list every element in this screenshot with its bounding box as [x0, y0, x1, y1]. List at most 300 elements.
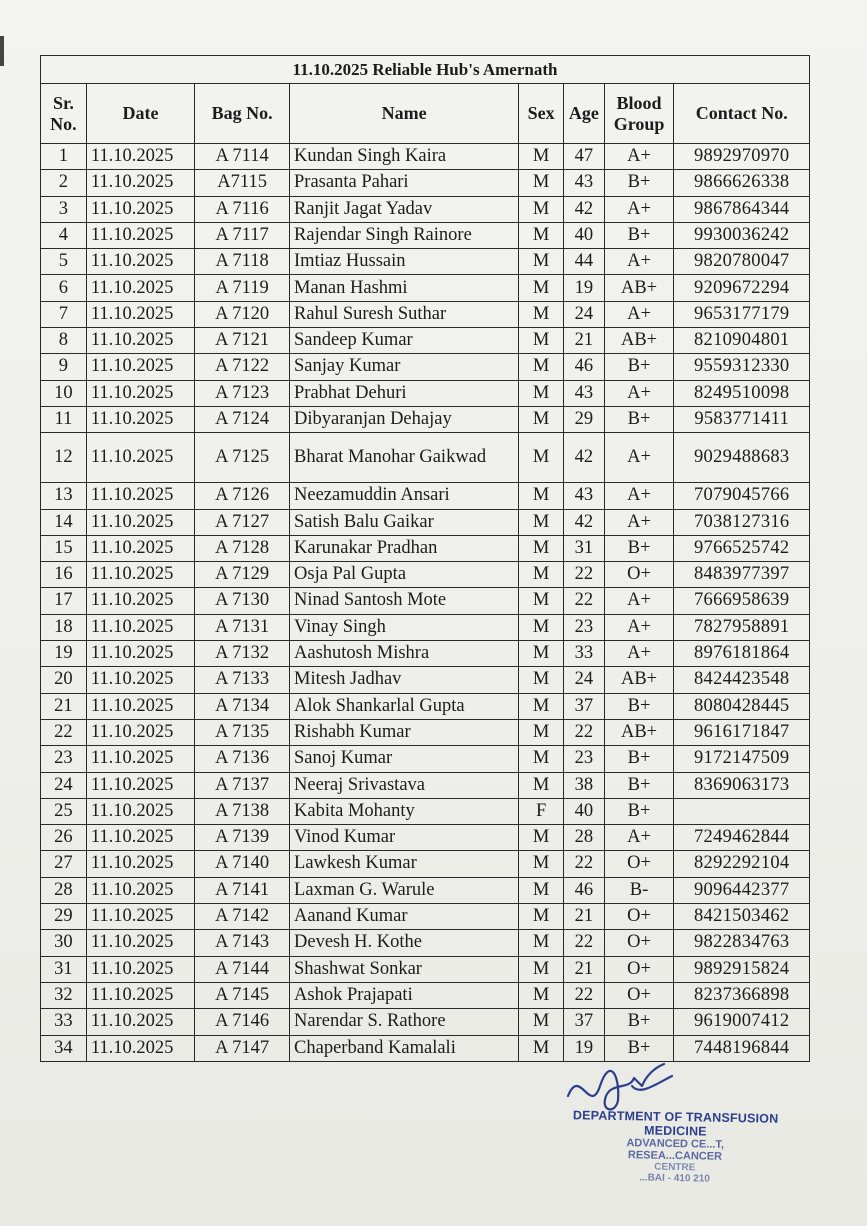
- cell-date: 11.10.2025: [86, 406, 194, 432]
- cell-blood-group: A+: [604, 144, 674, 170]
- cell-age: 22: [564, 719, 605, 745]
- cell-contact-no: 8210904801: [674, 328, 810, 354]
- cell-date: 11.10.2025: [86, 275, 194, 301]
- table-row: [41, 354, 810, 380]
- cell-age: 47: [564, 144, 605, 170]
- cell-contact-no: 7249462844: [674, 825, 810, 851]
- table-row: [41, 982, 810, 1008]
- cell-date: 11.10.2025: [86, 641, 194, 667]
- col-header-age: Age: [564, 84, 605, 144]
- cell-sr-no: 30: [41, 930, 87, 956]
- cell-sex: F: [519, 798, 564, 824]
- cell-sr-no: 17: [41, 588, 87, 614]
- cell-age: 21: [564, 956, 605, 982]
- cell-name: Devesh H. Kothe: [290, 930, 519, 956]
- stamp-line-1: DEPARTMENT OF TRANSFUSION MEDICINE: [572, 1108, 779, 1139]
- table-row: [41, 328, 810, 354]
- cell-sex: M: [519, 982, 564, 1008]
- cell-sex: M: [519, 667, 564, 693]
- col-header-sr: [41, 84, 87, 144]
- cell-sex: M: [519, 535, 564, 561]
- cell-date: 11.10.2025: [86, 483, 194, 509]
- cell-name: Prabhat Dehuri: [290, 380, 519, 406]
- table-row: [41, 509, 810, 535]
- cell-bag-no: A 7127: [195, 509, 290, 535]
- cell-bag-no: A 7125: [195, 433, 290, 483]
- cell-date: 11.10.2025: [86, 956, 194, 982]
- cell-bag-no: A 7124: [195, 406, 290, 432]
- cell-sr-no: 7: [41, 301, 87, 327]
- cell-sr-no: 27: [41, 851, 87, 877]
- cell-contact-no: 7079045766: [674, 483, 810, 509]
- cell-name: Satish Balu Gaikar: [290, 509, 519, 535]
- cell-sex: M: [519, 1009, 564, 1035]
- cell-sr-no: 14: [41, 509, 87, 535]
- cell-bag-no: A 7138: [195, 798, 290, 824]
- cell-blood-group: A+: [604, 614, 674, 640]
- cell-age: 19: [564, 1035, 605, 1061]
- table-row: [41, 588, 810, 614]
- cell-name: Rahul Suresh Suthar: [290, 301, 519, 327]
- cell-name: Prasanta Pahari: [290, 170, 519, 196]
- cell-date: 11.10.2025: [86, 614, 194, 640]
- cell-name: Kabita Mohanty: [290, 798, 519, 824]
- cell-blood-group: B+: [604, 1035, 674, 1061]
- cell-sr-no: 12: [41, 433, 87, 483]
- cell-name: Aanand Kumar: [290, 904, 519, 930]
- stamp-line-5: ...BAI - 410 210: [639, 1172, 710, 1185]
- cell-blood-group: A+: [604, 433, 674, 483]
- cell-sr-no: 20: [41, 667, 87, 693]
- cell-blood-group: B-: [604, 877, 674, 903]
- cell-blood-group: A+: [604, 196, 674, 222]
- col-header-contact: Contact No.: [674, 84, 810, 144]
- cell-sr-no: 19: [41, 641, 87, 667]
- table-row: [41, 746, 810, 772]
- cell-sex: M: [519, 249, 564, 275]
- cell-sr-no: 8: [41, 328, 87, 354]
- cell-date: 11.10.2025: [86, 746, 194, 772]
- cell-date: 11.10.2025: [86, 509, 194, 535]
- cell-sex: M: [519, 614, 564, 640]
- cell-date: 11.10.2025: [86, 798, 194, 824]
- cell-contact-no: 9892970970: [674, 144, 810, 170]
- cell-contact-no: 9822834763: [674, 930, 810, 956]
- cell-sr-no: 16: [41, 562, 87, 588]
- cell-bag-no: A 7139: [195, 825, 290, 851]
- cell-age: 22: [564, 930, 605, 956]
- cell-date: 11.10.2025: [86, 328, 194, 354]
- cell-blood-group: B+: [604, 354, 674, 380]
- table-row: [41, 380, 810, 406]
- cell-date: 11.10.2025: [86, 170, 194, 196]
- cell-sr-no: 25: [41, 798, 87, 824]
- cell-sr-no: 23: [41, 746, 87, 772]
- cell-date: 11.10.2025: [86, 877, 194, 903]
- cell-age: 22: [564, 851, 605, 877]
- table-row: [41, 904, 810, 930]
- cell-date: 11.10.2025: [86, 380, 194, 406]
- cell-date: 11.10.2025: [86, 667, 194, 693]
- table-row: [41, 667, 810, 693]
- cell-blood-group: B+: [604, 222, 674, 248]
- cell-age: 29: [564, 406, 605, 432]
- cell-sex: M: [519, 772, 564, 798]
- table-row: [41, 222, 810, 248]
- cell-date: 11.10.2025: [86, 301, 194, 327]
- cell-date: 11.10.2025: [86, 196, 194, 222]
- cell-age: 42: [564, 433, 605, 483]
- cell-sr-no: 4: [41, 222, 87, 248]
- cell-bag-no: A 7126: [195, 483, 290, 509]
- col-header-blood-line1: Blood: [616, 92, 662, 113]
- table-row: [41, 483, 810, 509]
- table-header-row: [41, 84, 810, 144]
- cell-age: 42: [564, 509, 605, 535]
- table-row: [41, 825, 810, 851]
- cell-age: 43: [564, 380, 605, 406]
- cell-bag-no: A 7133: [195, 667, 290, 693]
- table-row: [41, 170, 810, 196]
- table-row: [41, 772, 810, 798]
- cell-age: 33: [564, 641, 605, 667]
- cell-sr-no: 26: [41, 825, 87, 851]
- cell-name: Neezamuddin Ansari: [290, 483, 519, 509]
- table-row: [41, 641, 810, 667]
- paper-edge-mark: [0, 36, 4, 66]
- cell-date: 11.10.2025: [86, 904, 194, 930]
- cell-age: 22: [564, 982, 605, 1008]
- table-row: [41, 249, 810, 275]
- cell-blood-group: O+: [604, 851, 674, 877]
- cell-age: 22: [564, 562, 605, 588]
- cell-age: 42: [564, 196, 605, 222]
- cell-contact-no: 7038127316: [674, 509, 810, 535]
- cell-sr-no: 18: [41, 614, 87, 640]
- cell-sex: M: [519, 641, 564, 667]
- table-row: [41, 614, 810, 640]
- cell-bag-no: A 7121: [195, 328, 290, 354]
- cell-sr-no: 32: [41, 982, 87, 1008]
- cell-blood-group: AB+: [604, 719, 674, 745]
- cell-date: 11.10.2025: [86, 1009, 194, 1035]
- cell-date: 11.10.2025: [86, 588, 194, 614]
- cell-name: Ashok Prajapati: [290, 982, 519, 1008]
- cell-date: 11.10.2025: [86, 930, 194, 956]
- table-row: [41, 693, 810, 719]
- cell-age: 40: [564, 222, 605, 248]
- cell-blood-group: AB+: [604, 667, 674, 693]
- cell-date: 11.10.2025: [86, 144, 194, 170]
- cell-contact-no: 9172147509: [674, 746, 810, 772]
- cell-age: 22: [564, 588, 605, 614]
- cell-age: 19: [564, 275, 605, 301]
- cell-age: 38: [564, 772, 605, 798]
- cell-sr-no: 11: [41, 406, 87, 432]
- cell-contact-no: 9209672294: [674, 275, 810, 301]
- cell-sr-no: 29: [41, 904, 87, 930]
- cell-sex: M: [519, 380, 564, 406]
- cell-sr-no: 1: [41, 144, 87, 170]
- cell-bag-no: A 7118: [195, 249, 290, 275]
- table-row: [41, 144, 810, 170]
- cell-date: 11.10.2025: [86, 535, 194, 561]
- cell-name: Alok Shankarlal Gupta: [290, 693, 519, 719]
- table-row: [41, 877, 810, 903]
- cell-sex: M: [519, 406, 564, 432]
- cell-sr-no: 13: [41, 483, 87, 509]
- cell-blood-group: B+: [604, 746, 674, 772]
- cell-contact-no: 9820780047: [674, 249, 810, 275]
- cell-sr-no: 33: [41, 1009, 87, 1035]
- table-caption: 11.10.2025 Reliable Hub's Amernath: [41, 56, 810, 84]
- col-header-date: Date: [86, 84, 194, 144]
- cell-sex: M: [519, 851, 564, 877]
- cell-name: Chaperband Kamalali: [290, 1035, 519, 1061]
- cell-bag-no: A 7131: [195, 614, 290, 640]
- cell-name: Narendar S. Rathore: [290, 1009, 519, 1035]
- cell-blood-group: B+: [604, 772, 674, 798]
- table-row: [41, 798, 810, 824]
- cell-sr-no: 28: [41, 877, 87, 903]
- cell-age: 40: [564, 798, 605, 824]
- cell-sr-no: 10: [41, 380, 87, 406]
- cell-name: Sanjay Kumar: [290, 354, 519, 380]
- cell-name: Shashwat Sonkar: [290, 956, 519, 982]
- cell-sex: M: [519, 877, 564, 903]
- cell-contact-no: 7448196844: [674, 1035, 810, 1061]
- cell-bag-no: A 7145: [195, 982, 290, 1008]
- cell-bag-no: A 7123: [195, 380, 290, 406]
- cell-sex: M: [519, 693, 564, 719]
- cell-blood-group: B+: [604, 798, 674, 824]
- cell-bag-no: A 7129: [195, 562, 290, 588]
- table-row: [41, 535, 810, 561]
- cell-name: Ranjit Jagat Yadav: [290, 196, 519, 222]
- table-row: [41, 956, 810, 982]
- cell-blood-group: A+: [604, 641, 674, 667]
- cell-blood-group: O+: [604, 956, 674, 982]
- cell-bag-no: A 7142: [195, 904, 290, 930]
- cell-name: Osja Pal Gupta: [290, 562, 519, 588]
- cell-bag-no: A 7128: [195, 535, 290, 561]
- cell-blood-group: O+: [604, 904, 674, 930]
- cell-sex: M: [519, 509, 564, 535]
- cell-name: Dibyaranjan Dehajay: [290, 406, 519, 432]
- cell-sr-no: 6: [41, 275, 87, 301]
- cell-bag-no: A 7130: [195, 588, 290, 614]
- cell-contact-no: 8421503462: [674, 904, 810, 930]
- cell-date: 11.10.2025: [86, 222, 194, 248]
- cell-bag-no: A 7117: [195, 222, 290, 248]
- cell-name: Sandeep Kumar: [290, 328, 519, 354]
- cell-name: Kundan Singh Kaira: [290, 144, 519, 170]
- cell-blood-group: A+: [604, 483, 674, 509]
- cell-sex: M: [519, 588, 564, 614]
- cell-blood-group: O+: [604, 930, 674, 956]
- cell-contact-no: 9892915824: [674, 956, 810, 982]
- cell-contact-no: 9096442377: [674, 877, 810, 903]
- cell-sex: M: [519, 930, 564, 956]
- cell-age: 46: [564, 354, 605, 380]
- cell-bag-no: A 7120: [195, 301, 290, 327]
- cell-contact-no: 8369063173: [674, 772, 810, 798]
- cell-name: Vinod Kumar: [290, 825, 519, 851]
- cell-sex: M: [519, 301, 564, 327]
- table-row: [41, 301, 810, 327]
- col-header-bag: Bag No.: [195, 84, 290, 144]
- cell-bag-no: A 7134: [195, 693, 290, 719]
- cell-bag-no: A 7143: [195, 930, 290, 956]
- col-header-blood-line2: Group: [613, 113, 665, 134]
- cell-sr-no: 3: [41, 196, 87, 222]
- cell-blood-group: A+: [604, 301, 674, 327]
- cell-contact-no: 9559312330: [674, 354, 810, 380]
- col-header-sex: Sex: [519, 84, 564, 144]
- cell-sr-no: 21: [41, 693, 87, 719]
- cell-date: 11.10.2025: [86, 249, 194, 275]
- cell-date: 11.10.2025: [86, 562, 194, 588]
- cell-contact-no: 7827958891: [674, 614, 810, 640]
- cell-blood-group: A+: [604, 825, 674, 851]
- cell-name: Lawkesh Kumar: [290, 851, 519, 877]
- table-row: [41, 562, 810, 588]
- cell-bag-no: A 7136: [195, 746, 290, 772]
- cell-bag-no: A7115: [195, 170, 290, 196]
- table-row: [41, 1009, 810, 1035]
- cell-blood-group: A+: [604, 249, 674, 275]
- cell-name: Imtiaz Hussain: [290, 249, 519, 275]
- col-header-sr-line1: Sr.: [52, 92, 74, 113]
- cell-name: Rajendar Singh Rainore: [290, 222, 519, 248]
- cell-sex: M: [519, 433, 564, 483]
- table-row: [41, 719, 810, 745]
- cell-contact-no: 9653177179: [674, 301, 810, 327]
- cell-name: Karunakar Pradhan: [290, 535, 519, 561]
- cell-date: 11.10.2025: [86, 693, 194, 719]
- stamp-line-3: RESEA...CANCER: [627, 1149, 723, 1163]
- cell-sr-no: 24: [41, 772, 87, 798]
- cell-blood-group: AB+: [604, 275, 674, 301]
- cell-blood-group: B+: [604, 170, 674, 196]
- cell-bag-no: A 7119: [195, 275, 290, 301]
- cell-date: 11.10.2025: [86, 772, 194, 798]
- table-row: [41, 851, 810, 877]
- cell-sex: M: [519, 562, 564, 588]
- cell-blood-group: A+: [604, 509, 674, 535]
- cell-bag-no: A 7114: [195, 144, 290, 170]
- cell-sex: M: [519, 196, 564, 222]
- cell-sr-no: 5: [41, 249, 87, 275]
- cell-sex: M: [519, 170, 564, 196]
- cell-name: Neeraj Srivastava: [290, 772, 519, 798]
- cell-sex: M: [519, 1035, 564, 1061]
- table-row: [41, 433, 810, 483]
- cell-name: Ninad Santosh Mote: [290, 588, 519, 614]
- cell-age: 37: [564, 1009, 605, 1035]
- stamp-line-2: ADVANCED CE...T,: [626, 1137, 725, 1151]
- cell-bag-no: A 7135: [195, 719, 290, 745]
- table-body: [41, 144, 810, 1062]
- cell-name: Mitesh Jadhav: [290, 667, 519, 693]
- cell-sex: M: [519, 746, 564, 772]
- cell-contact-no: 8292292104: [674, 851, 810, 877]
- cell-sex: M: [519, 904, 564, 930]
- cell-blood-group: O+: [604, 562, 674, 588]
- cell-blood-group: B+: [604, 1009, 674, 1035]
- cell-bag-no: A 7122: [195, 354, 290, 380]
- col-header-name: Name: [290, 84, 519, 144]
- cell-name: Laxman G. Warule: [290, 877, 519, 903]
- cell-blood-group: B+: [604, 406, 674, 432]
- cell-blood-group: B+: [604, 535, 674, 561]
- table-row: [41, 930, 810, 956]
- cell-sr-no: 34: [41, 1035, 87, 1061]
- cell-date: 11.10.2025: [86, 982, 194, 1008]
- cell-blood-group: AB+: [604, 328, 674, 354]
- cell-contact-no: [674, 798, 810, 824]
- cell-age: 43: [564, 170, 605, 196]
- cell-age: 44: [564, 249, 605, 275]
- cell-sex: M: [519, 719, 564, 745]
- cell-contact-no: 8080428445: [674, 693, 810, 719]
- cell-bag-no: A 7141: [195, 877, 290, 903]
- cell-date: 11.10.2025: [86, 1035, 194, 1061]
- cell-bag-no: A 7132: [195, 641, 290, 667]
- cell-contact-no: 8237366898: [674, 982, 810, 1008]
- cell-age: 28: [564, 825, 605, 851]
- cell-name: Aashutosh Mishra: [290, 641, 519, 667]
- cell-contact-no: 9616171847: [674, 719, 810, 745]
- cell-contact-no: 8976181864: [674, 641, 810, 667]
- cell-sr-no: 15: [41, 535, 87, 561]
- cell-name: Sanoj Kumar: [290, 746, 519, 772]
- col-header-blood-group: [604, 84, 674, 144]
- cell-sex: M: [519, 956, 564, 982]
- cell-contact-no: 8424423548: [674, 667, 810, 693]
- cell-sex: M: [519, 144, 564, 170]
- cell-date: 11.10.2025: [86, 851, 194, 877]
- cell-contact-no: 8483977397: [674, 562, 810, 588]
- cell-sr-no: 9: [41, 354, 87, 380]
- cell-contact-no: 9866626338: [674, 170, 810, 196]
- cell-age: 24: [564, 301, 605, 327]
- cell-age: 37: [564, 693, 605, 719]
- cell-contact-no: 9867864344: [674, 196, 810, 222]
- cell-blood-group: A+: [604, 588, 674, 614]
- cell-blood-group: B+: [604, 693, 674, 719]
- cell-sr-no: 22: [41, 719, 87, 745]
- cell-date: 11.10.2025: [86, 433, 194, 483]
- cell-contact-no: 9930036242: [674, 222, 810, 248]
- cell-sex: M: [519, 328, 564, 354]
- cell-age: 23: [564, 746, 605, 772]
- cell-bag-no: A 7116: [195, 196, 290, 222]
- cell-contact-no: 8249510098: [674, 380, 810, 406]
- cell-contact-no: 7666958639: [674, 588, 810, 614]
- cell-blood-group: A+: [604, 380, 674, 406]
- cell-age: 31: [564, 535, 605, 561]
- cell-blood-group: O+: [604, 982, 674, 1008]
- table-row: [41, 275, 810, 301]
- cell-bag-no: A 7144: [195, 956, 290, 982]
- cell-age: 23: [564, 614, 605, 640]
- cell-sex: M: [519, 825, 564, 851]
- cell-contact-no: 9766525742: [674, 535, 810, 561]
- cell-age: 24: [564, 667, 605, 693]
- stamp-line-4: CENTRE: [654, 1161, 696, 1174]
- cell-sex: M: [519, 222, 564, 248]
